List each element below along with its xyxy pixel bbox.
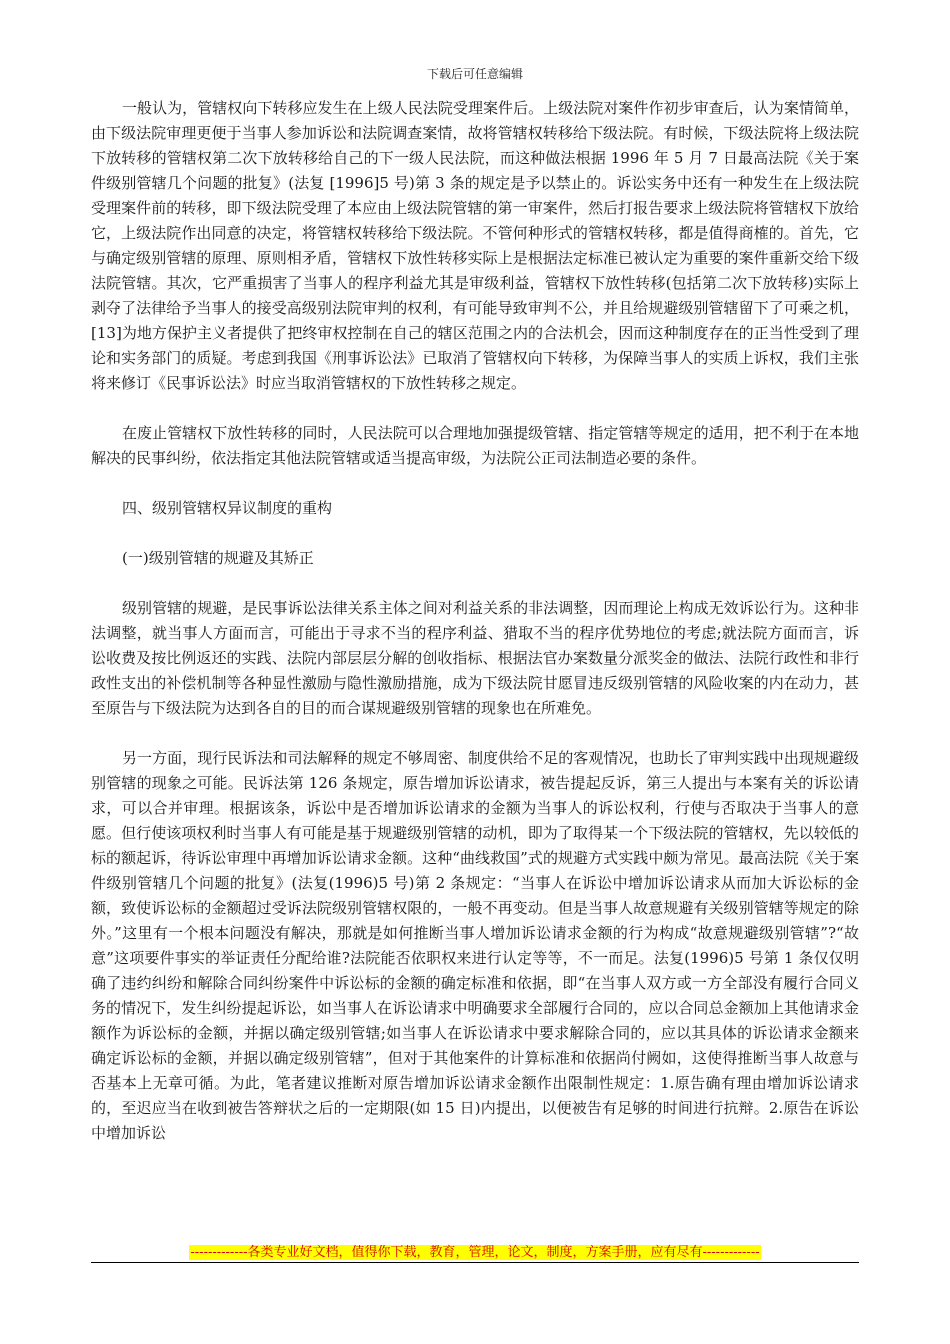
footer-divider <box>91 1262 859 1263</box>
footer-banner-text: -------------各类专业好文档，值得你下载，教育，管理，论文，制度，方案手册，应有尽有------------- <box>190 1245 760 1260</box>
subsection-heading: (一)级别管辖的规避及其矫正 <box>122 549 314 567</box>
paragraph-jurisdiction-transfer: 一般认为，管辖权向下转移应发生在上级人民法院受理案件后。上级法院对案件作初步审查后，认为案情简单，由下级法院审理更便于当事人参加诉讼和法院调查案情，故将管辖权转移给下级法院。有时候，下级法院将上级法院下放转移的管辖权第二次下放转移给自己的下一级人民法院，而这种做法根据 1996 年 5 月 7 日最高法院《关于案件级别管辖几个问题的批复》(法复 [1996]5 号)第 3 条的规定是予以禁止的。诉讼实务中还有一种发生在上级法院受理案件前的转移，即下级法院受理了本应由上级法院管辖的第一审案件，然后打报告要求上级法院将管辖权下放给它，上级法院作出同意的决定，将管辖权转移给下级法院。不管何种形式的管辖权转移，都是值得商榷的。首先，它与确定级别管辖的原理、原则相矛盾，管辖权下放性转移实际上是根据法定标准已被认定为重要的案件重新交给下级法院管辖。其次，它严重损害了当事人的程序利益尤其是审级利益，管辖权下放性转移(包括第二次下放转移)实际上剥夺了法律给予当事人的接受高级别法院审判的权利，有可能导致审判不公，并且给规避级别管辖留下了可乘之机， [13]为地方保护主义者提供了把终审权控制在自己的辖区范围之内的合法机会，因而这种制度存在的正当性受到了理论和实务部门的质疑。考虑到我国《刑事诉讼法》已取消了管辖权向下转移，为保障当事人的实质上诉权，我们主张将来修订《民事诉讼法》时应当取消管辖权的下放性转移之规定。 <box>91 99 859 392</box>
paragraph-evasion: 级别管辖的规避，是民事诉讼法律关系主体之间对利益关系的非法调整，因而理论上构成无效诉讼行为。这种非法调整，就当事人方面而言，可能出于寻求不当的程序利益、猎取不当的程序优势地位的考虑;就法院方面而言，诉讼收费及按比例返还的实践、法院内部层层分解的创收指标、根据法官办案数量分派奖金的做法、法院行政性和非行政性支出的补偿机制等各种显性激励与隐性激励措施，成为下级法院甘愿冒违反级别管辖的风险收案的内在动力，甚至原告与下级法院为达到各自的目的而合谋规避级别管辖的现象也在所难免。 <box>91 599 859 717</box>
paragraph-abolish-transfer: 在废止管辖权下放性转移的同时，人民法院可以合理地加强提级管辖、指定管辖等规定的适用，把不利于在本地解决的民事纠纷，依法指定其他法院管辖或适当提高审级，为法院公正司法制造必要的条件。 <box>91 424 859 467</box>
document-body <box>91 96 859 1146</box>
paragraph-other-aspect: 另一方面，现行民诉法和司法解释的规定不够周密、制度供给不足的客观情况，也助长了审判实践中出现规避级别管辖的现象之可能。民诉法第 126 条规定，原告增加诉讼请求，被告提起反诉，第三人提出与本案有关的诉讼请求，可以合并审理。根据该条，诉讼中是否增加诉讼请求的金额为当事人的诉讼权利，行使与否取决于当事人的意愿。但行使该项权利时当事人有可能是基于规避级别管辖的动机，即为了取得某一个下级法院的管辖权，先以较低的标的额起诉，待诉讼审理中再增加诉讼请求金额。这种“曲线救国”式的规避方式实践中颇为常见。最高法院《关于案件级别管辖几个问题的批复》(法复(1996)5 号)第 2 条规定：“当事人在诉讼中增加诉讼请求从而加大诉讼标的金额，致使诉讼标的金额超过受诉法院级别管辖权限的，一般不再变动。但是当事人故意规避有关级别管辖等规定的除外。”这里有一个根本问题没有解决，那就是如何推断当事人增加诉讼请求金额的行为构成“故意规避级别管辖”?“故意”这项要件事实的举证责任分配给谁?法院能否依职权来进行认定等等，不一而足。法复(1996)5 号第 1 条仅仅明确了违约纠纷和解除合同纠纷案件中诉讼标的金额的确定标准和依据，即“在当事人双方或一方全部没有履行合同义务的情况下，发生纠纷提起诉讼，如当事人在诉讼请求中明确要求全部履行合同的，应以合同总金额加上其他请求金额作为诉讼标的金额，并据以确定级别管辖;如当事人在诉讼请求中要求解除合同的，应以其具体的诉讼请求金额来确定诉讼标的金额，并据以确定级别管辖”，但对于其他案件的计算标准和依据尚付阙如，这使得推断当事人故意与否基本上无章可循。为此，笔者建议推断对原告增加诉讼请求金额作出限制性规定：1.原告确有理由增加诉讼请求的，至迟应当在收到被告答辩状之后的一定期限(如 15 日)内提出，以便被告有足够的时间进行抗辩。2.原告在诉讼中增加诉讼 <box>91 749 859 1142</box>
section-heading: 四、级别管辖权异议制度的重构 <box>122 499 333 517</box>
footer-banner <box>0 1244 950 1262</box>
page-header: 下载后可任意编辑 <box>426 67 523 81</box>
